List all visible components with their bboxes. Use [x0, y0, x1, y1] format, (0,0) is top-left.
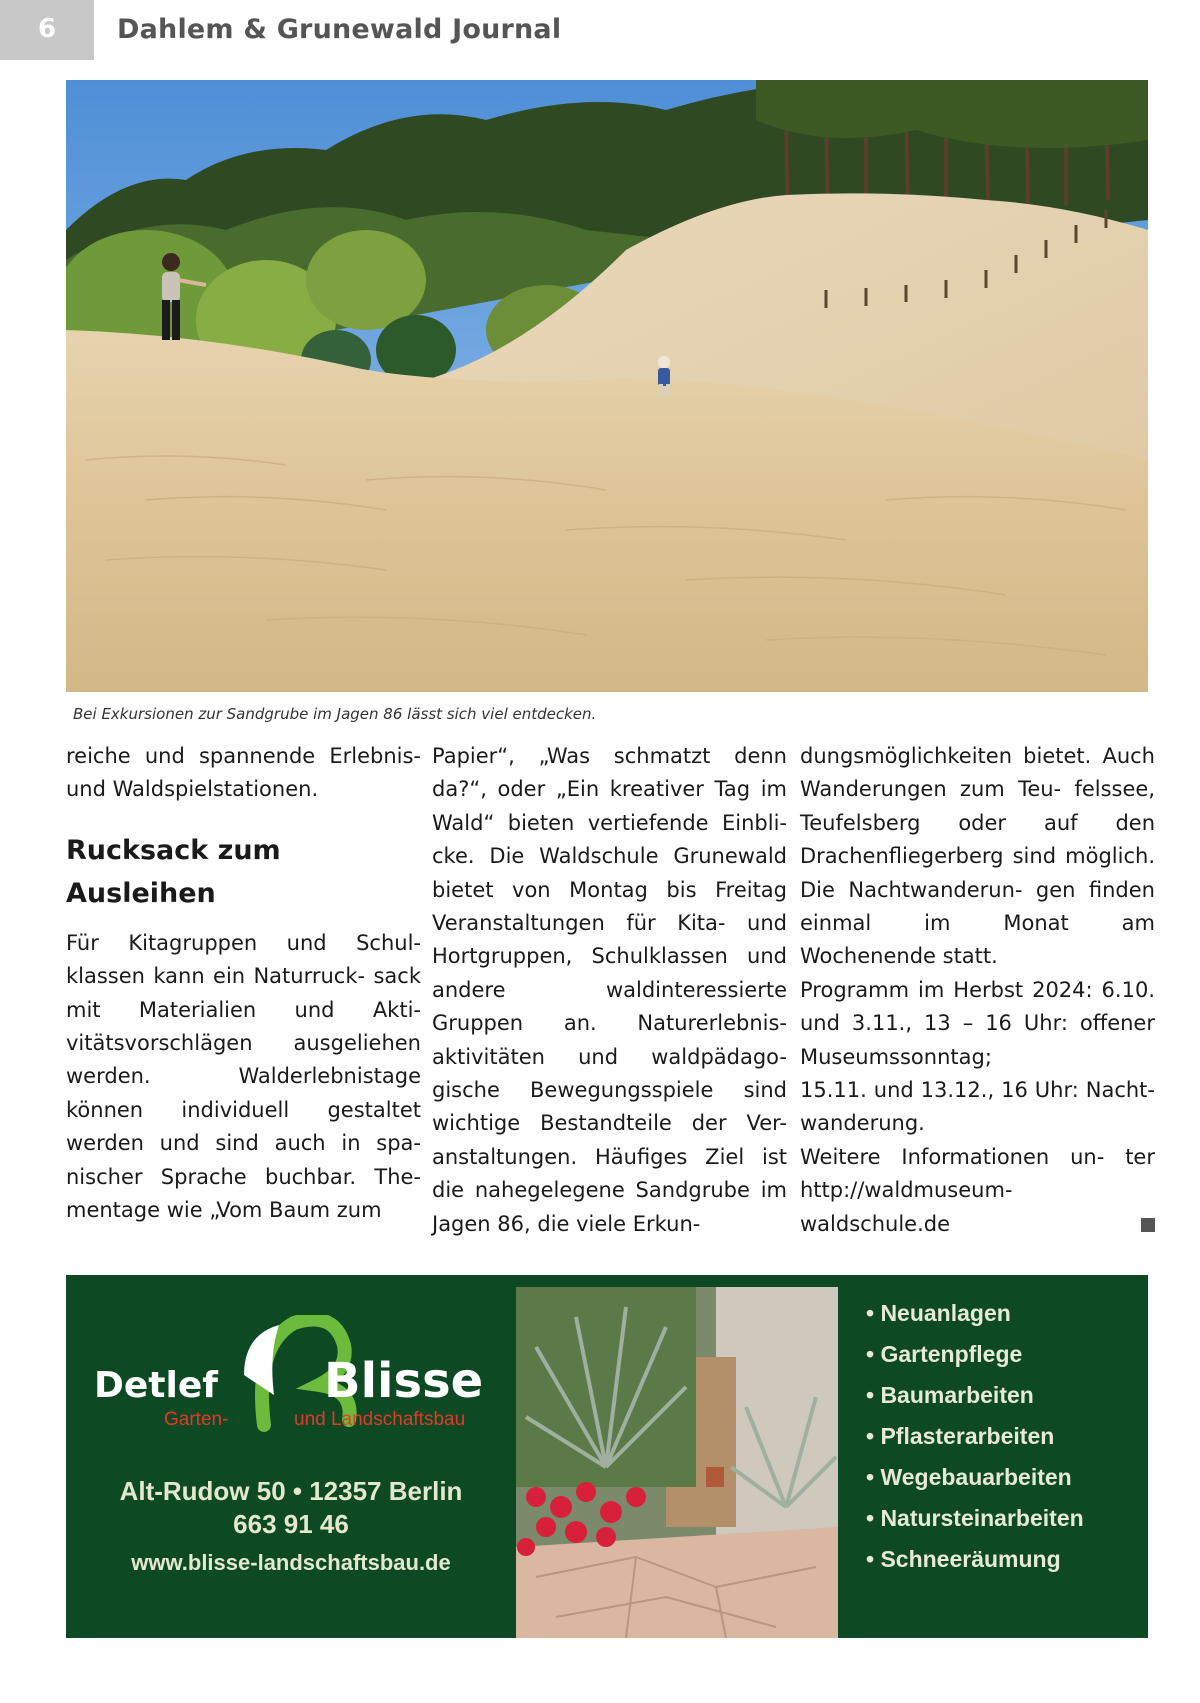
article-paragraph: dungsmöglichkeiten bietet. Auch Wanderungen zum Teu- felssee, Teufelsberg oder auf den Drachenfliegerberg sind möglich. Die Nachtwanderun- gen finden einmal im Monat am Wochenende statt. [800, 744, 1155, 969]
garden-photo [516, 1287, 838, 1638]
article-column-3 [800, 740, 1155, 1241]
service-item: • Pflasterarbeiten [866, 1423, 1055, 1449]
article-column-1 [66, 740, 421, 1227]
article-schedule: Programm im Herbst 2024: 6.10. und 3.11., 13 – 16 Uhr: offener Museumssonntag; [800, 977, 1155, 1069]
service-item: • Wegebauarbeiten [866, 1464, 1072, 1490]
logo-sub-right: und Landschaftsbau [294, 1409, 466, 1430]
article-intro-text: reiche und spannende Erlebnis- und Waldspielstationen. [66, 744, 421, 802]
ad-street: Alt-Rudow 50 • 12357 Berlin [119, 1476, 463, 1506]
article-paragraph: Papier“, „Was schmatzt denn da?“, oder „Ein kreativer Tag im Wald“ bieten vertiefende Einbli- cke. Die Waldschule Grunewald bietet von Montag bis Freitag Veranstaltungen für Kita- und Hortgruppen, Schulklassen und andere waldinteressierte Gruppen an. Naturerlebnis- aktivitäten und waldpädago- gische Bewegungsspiele sind wichtige Bestandteile der Ver- anstaltungen. Häufiges Ziel ist die nahegelegene Sandgrube im Jagen 86, die viele Erkun- [432, 744, 787, 1236]
article-column-2 [432, 740, 787, 1241]
article-info-text: Weitere Informationen un- ter http://waldmuseum- waldschule.de [800, 1144, 1155, 1236]
article-info-link[interactable] [800, 1141, 1155, 1241]
photo-caption: Bei Exkursionen zur Sandgrube im Jagen 86 lässt sich viel entdecken. [73, 705, 597, 723]
logo-last-name: Blisse [324, 1353, 484, 1409]
ad-address [66, 1475, 516, 1541]
company-logo [94, 1315, 514, 1435]
page-number: 6 [0, 0, 94, 60]
advertisement [66, 1275, 1148, 1638]
article-subhead: Rucksack zum Ausleihen [66, 834, 281, 909]
service-item: • Schneeräumung [866, 1546, 1061, 1572]
ad-phone: 663 91 46 [233, 1509, 349, 1539]
service-item: • Baumarbeiten [866, 1382, 1034, 1408]
article-paragraph: Für Kitagruppen und Schul- klassen kann ein Naturruck- sack mit Materialien und Akti- vitätsvorschlägen ausgeliehen werden. Walderlebnistage können individuell gestaltet werden und sind auch in spa- nischer Sprache buchbar. The- mentage wie „Vom Baum zum [66, 930, 421, 1223]
logo-sub-left: Garten- [164, 1409, 229, 1430]
sandpit-photo [66, 80, 1148, 692]
service-item: • Natursteinarbeiten [866, 1505, 1084, 1531]
end-of-article-icon [1141, 1218, 1155, 1232]
page-header [0, 0, 1200, 60]
logo-first-name: Detlef [94, 1365, 218, 1406]
ad-website-link[interactable]: www.blisse-landschaftsbau.de [131, 1550, 451, 1575]
journal-title: Dahlem & Grunewald Journal [117, 14, 562, 45]
services-list [866, 1293, 1084, 1580]
service-item: • Gartenpflege [866, 1341, 1023, 1367]
service-item: • Neuanlagen [866, 1300, 1011, 1326]
article-schedule: 15.11. und 13.12., 16 Uhr: Nacht- wanderung. [800, 1078, 1155, 1136]
